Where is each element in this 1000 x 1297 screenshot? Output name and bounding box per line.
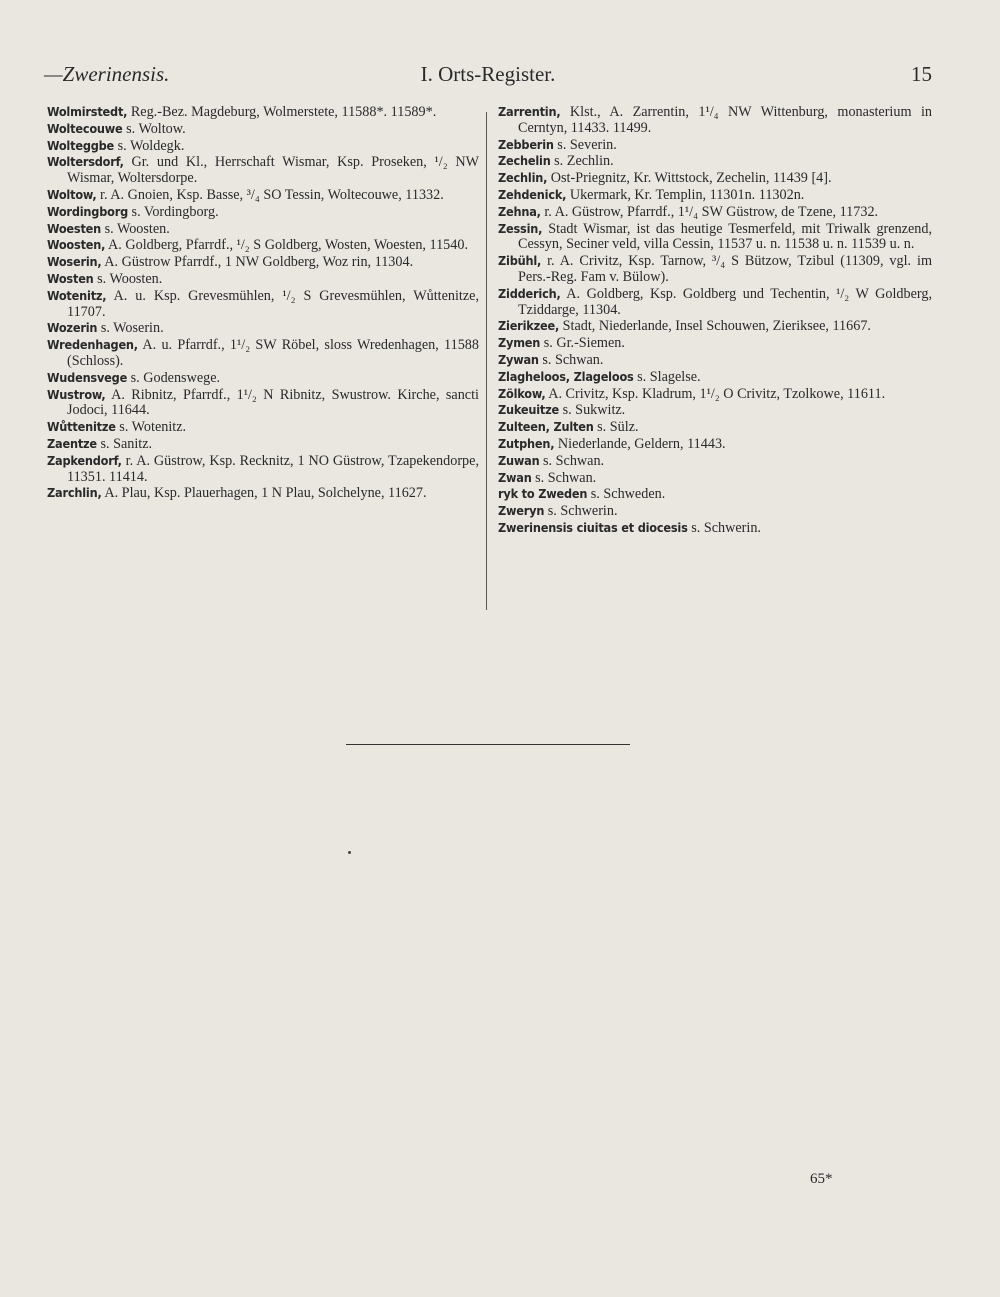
entry-headword: Wustrow, bbox=[47, 386, 106, 402]
entry-headword: Wudensvege bbox=[47, 369, 128, 385]
register-entry bbox=[498, 453, 932, 470]
entry-text: Ukermark, Kr. Templin, 11301n. 11302n. bbox=[566, 186, 805, 203]
register-entry bbox=[498, 470, 932, 487]
register-entry bbox=[498, 221, 932, 254]
running-head-left: —Zwerinensis. bbox=[44, 62, 170, 86]
entry-headword: Zlagheloos, Zlageloos bbox=[498, 368, 634, 384]
register-entry bbox=[47, 271, 479, 288]
entry-text: s. Sanitz. bbox=[96, 435, 153, 452]
entry-text: s. Vordingborg. bbox=[128, 203, 219, 220]
entry-headword: Zapkendorf, bbox=[47, 452, 122, 468]
entry-headword: Zebberin bbox=[498, 136, 554, 152]
register-entry bbox=[47, 254, 479, 271]
register-entry bbox=[498, 170, 932, 187]
entry-headword: Zwan bbox=[498, 469, 532, 485]
entry-headword: Woosten, bbox=[47, 237, 106, 253]
entry-headword: Zechelin bbox=[498, 153, 551, 169]
entry-headword: Woltersdorf, bbox=[47, 154, 124, 170]
entry-headword: Zessin, bbox=[498, 220, 543, 236]
entry-headword: Woltow, bbox=[47, 186, 97, 202]
entry-text: s. Wotenitz. bbox=[115, 419, 187, 436]
speck bbox=[348, 851, 351, 854]
entry-text: A. Goldberg, Pfarrdf., ¹/₂ S Goldberg, Wosten, Woesten, 11540. bbox=[105, 237, 469, 254]
entry-headword: Zibühl, bbox=[498, 253, 542, 269]
entry-text: s. Severin. bbox=[553, 136, 617, 153]
register-entry bbox=[498, 352, 932, 369]
register-entry bbox=[498, 503, 932, 520]
register-entry bbox=[47, 121, 479, 138]
entry-headword: Wredenhagen, bbox=[47, 337, 138, 353]
entry-text: Klst., A. Zarrentin, 1¹/₄ NW Wittenburg, monasterium in Cerntyn, 11433. 11499. bbox=[518, 104, 932, 136]
register-entry bbox=[498, 419, 932, 436]
entry-headword: Zaentze bbox=[47, 435, 97, 451]
register-entry bbox=[47, 221, 479, 238]
entry-headword: Wosten bbox=[47, 270, 94, 286]
left-column bbox=[47, 104, 479, 502]
register-entry bbox=[498, 486, 932, 503]
entry-text: A. Güstrow Pfarrdf., 1 NW Goldberg, Woz rin, 11304. bbox=[101, 254, 414, 271]
entry-text: s. Schwerin. bbox=[687, 519, 761, 536]
entry-headword: Wozerin bbox=[47, 320, 98, 336]
entry-text: s. Woosten. bbox=[93, 270, 163, 287]
entry-headword: Zidderich, bbox=[498, 285, 561, 301]
register-entry bbox=[498, 402, 932, 419]
register-entry bbox=[47, 320, 479, 337]
entry-headword: Wůttenitze bbox=[47, 419, 116, 435]
entry-headword: Zölkow, bbox=[498, 385, 546, 401]
entry-text: Stadt, Niederlande, Insel Schouwen, Zieriksee, 11667. bbox=[559, 318, 871, 335]
entry-headword: Wolteggbe bbox=[47, 137, 115, 153]
entry-text: s. Sukwitz. bbox=[559, 402, 626, 419]
entry-headword: Wotenitz, bbox=[47, 287, 107, 303]
entry-text: s. Schwan. bbox=[538, 351, 604, 368]
entry-headword: Zywan bbox=[498, 351, 539, 367]
entry-text: s. Slagelse. bbox=[633, 368, 701, 385]
running-head-title: I. Orts-Register. bbox=[420, 62, 556, 86]
entry-headword: Zechlin, bbox=[498, 170, 548, 186]
register-entry bbox=[47, 337, 479, 370]
register-entry bbox=[47, 187, 479, 204]
entry-text: A. Crivitz, Ksp. Kladrum, 1¹/₂ O Crivitz, Tzolkowe, 11611. bbox=[545, 385, 886, 402]
register-entry bbox=[498, 335, 932, 352]
entry-text: A. Ribnitz, Pfarrdf., 1¹/₂ N Ribnitz, Swustrow. Kirche, sancti Jodoci, 11644. bbox=[67, 386, 479, 419]
register-entry bbox=[498, 204, 932, 221]
register-entry bbox=[47, 288, 479, 321]
entry-text: A. u. Ksp. Grevesmühlen, ¹/₂ S Grevesmühlen, Wůttenitze, 11707. bbox=[67, 287, 479, 320]
entry-text: s. Schwerin. bbox=[544, 503, 618, 520]
register-entry bbox=[498, 386, 932, 403]
entry-text: Niederlande, Geldern, 11443. bbox=[554, 435, 726, 452]
register-entry bbox=[47, 104, 479, 121]
register-entry bbox=[498, 137, 932, 154]
right-column bbox=[498, 104, 932, 537]
register-entry bbox=[47, 387, 479, 420]
entry-text: s. Zechlin. bbox=[550, 153, 614, 170]
register-entry bbox=[47, 204, 479, 221]
entry-headword: Zehna, bbox=[498, 203, 541, 219]
entry-text: A. Plau, Ksp. Plauerhagen, 1 N Plau, Solchelyne, 11627. bbox=[101, 485, 427, 502]
register-entry bbox=[498, 286, 932, 319]
entry-text: s. Godenswege. bbox=[127, 369, 221, 386]
entry-headword: Zulteen, Zulten bbox=[498, 419, 594, 435]
entry-text: A. u. Pfarrdf., 1¹/₂ SW Röbel, sloss Wredenhagen, 11588 (Schloss). bbox=[67, 337, 479, 369]
register-entry bbox=[47, 370, 479, 387]
page-number: 15 bbox=[911, 62, 932, 86]
entry-text: Reg.-Bez. Magdeburg, Wolmerstete, 11588*. 11589*. bbox=[127, 104, 437, 120]
register-entry bbox=[498, 104, 932, 137]
entry-text: s. Woldegk. bbox=[114, 137, 185, 154]
register-entry bbox=[47, 419, 479, 436]
entry-headword: Zweryn bbox=[498, 503, 545, 519]
entry-text: s. Woltow. bbox=[122, 120, 186, 137]
register-entry bbox=[47, 138, 479, 155]
register-entry bbox=[47, 453, 479, 486]
register-entry bbox=[498, 318, 932, 335]
entry-text: s. Woosten. bbox=[101, 220, 170, 237]
entry-text: r. A. Güstrow, Pfarrdf., 1¹/₄ SW Güstrow, de Tzene, 11732. bbox=[540, 203, 879, 220]
register-entry bbox=[47, 436, 479, 453]
entry-text: s. Schwan. bbox=[531, 469, 597, 486]
entry-headword: ryk to Zweden bbox=[498, 486, 588, 502]
register-entry bbox=[47, 154, 479, 187]
entry-headword: Zarchlin, bbox=[47, 485, 102, 501]
register-entry bbox=[498, 436, 932, 453]
entry-text: Stadt Wismar, ist das heutige Tesmerfeld, mit Triwalk grenzend, Cessyn, Seciner veld, villa Cessin, 11537 u. n. 11538 u. n. 11539 u. n. bbox=[518, 220, 932, 253]
entry-headword: Wordingborg bbox=[47, 203, 128, 219]
entry-headword: Zehdenick, bbox=[498, 186, 567, 202]
register-entry bbox=[498, 369, 932, 386]
register-entry bbox=[47, 237, 479, 254]
entry-text: A. Goldberg, Ksp. Goldberg und Techentin, ¹/₂ W Goldberg, Tziddarge, 11304. bbox=[518, 285, 932, 318]
entry-headword: Zwerinensis ciuitas et diocesis bbox=[498, 519, 688, 535]
entry-text: r. A. Crivitz, Ksp. Tarnow, ³/₄ S Bützow, Tzibul (11309, vgl. im Pers.-Reg. Fam v. Bülow). bbox=[518, 253, 932, 285]
entry-headword: Zarrentin, bbox=[498, 104, 561, 119]
entry-headword: Woserin, bbox=[47, 254, 102, 270]
column-divider bbox=[486, 112, 487, 610]
entry-text: s. Gr.-Siemen. bbox=[540, 335, 625, 352]
entry-headword: Zukeuitze bbox=[498, 402, 560, 418]
entry-headword: Woltecouwe bbox=[47, 120, 123, 136]
entry-headword: Zierikzee, bbox=[498, 318, 560, 334]
entry-headword: Zymen bbox=[498, 335, 541, 351]
register-entry bbox=[47, 485, 479, 502]
register-entry bbox=[498, 153, 932, 170]
register-entry bbox=[498, 187, 932, 204]
entry-text: s. Schweden. bbox=[587, 486, 666, 503]
entry-headword: Zutphen, bbox=[498, 435, 555, 451]
page-header bbox=[44, 62, 932, 92]
entry-headword: Woesten bbox=[47, 220, 102, 236]
register-entry bbox=[498, 520, 932, 537]
entry-text: r. A. Gnoien, Ksp. Basse, ³/₄ SO Tessin, Woltecouwe, 11332. bbox=[96, 186, 444, 203]
entry-text: s. Schwan. bbox=[539, 452, 605, 469]
signature-mark: 65* bbox=[810, 1171, 833, 1187]
entry-text: Ost-Priegnitz, Kr. Wittstock, Zechelin, 11439 [4]. bbox=[547, 170, 832, 187]
entry-headword: Wolmirstedt, bbox=[47, 104, 128, 119]
entry-text: s. Woserin. bbox=[97, 320, 164, 337]
end-rule bbox=[346, 744, 630, 745]
register-entry bbox=[498, 253, 932, 286]
entry-text: r. A. Güstrow, Ksp. Recknitz, 1 NO Güstrow, Tzapekendorpe, 11351. 11414. bbox=[67, 452, 479, 485]
entry-text: s. Sülz. bbox=[593, 419, 639, 436]
entry-headword: Zuwan bbox=[498, 452, 540, 468]
entry-text: Gr. und Kl., Herrschaft Wismar, Ksp. Proseken, ¹/₂ NW Wismar, Woltersdorpe. bbox=[67, 154, 479, 187]
